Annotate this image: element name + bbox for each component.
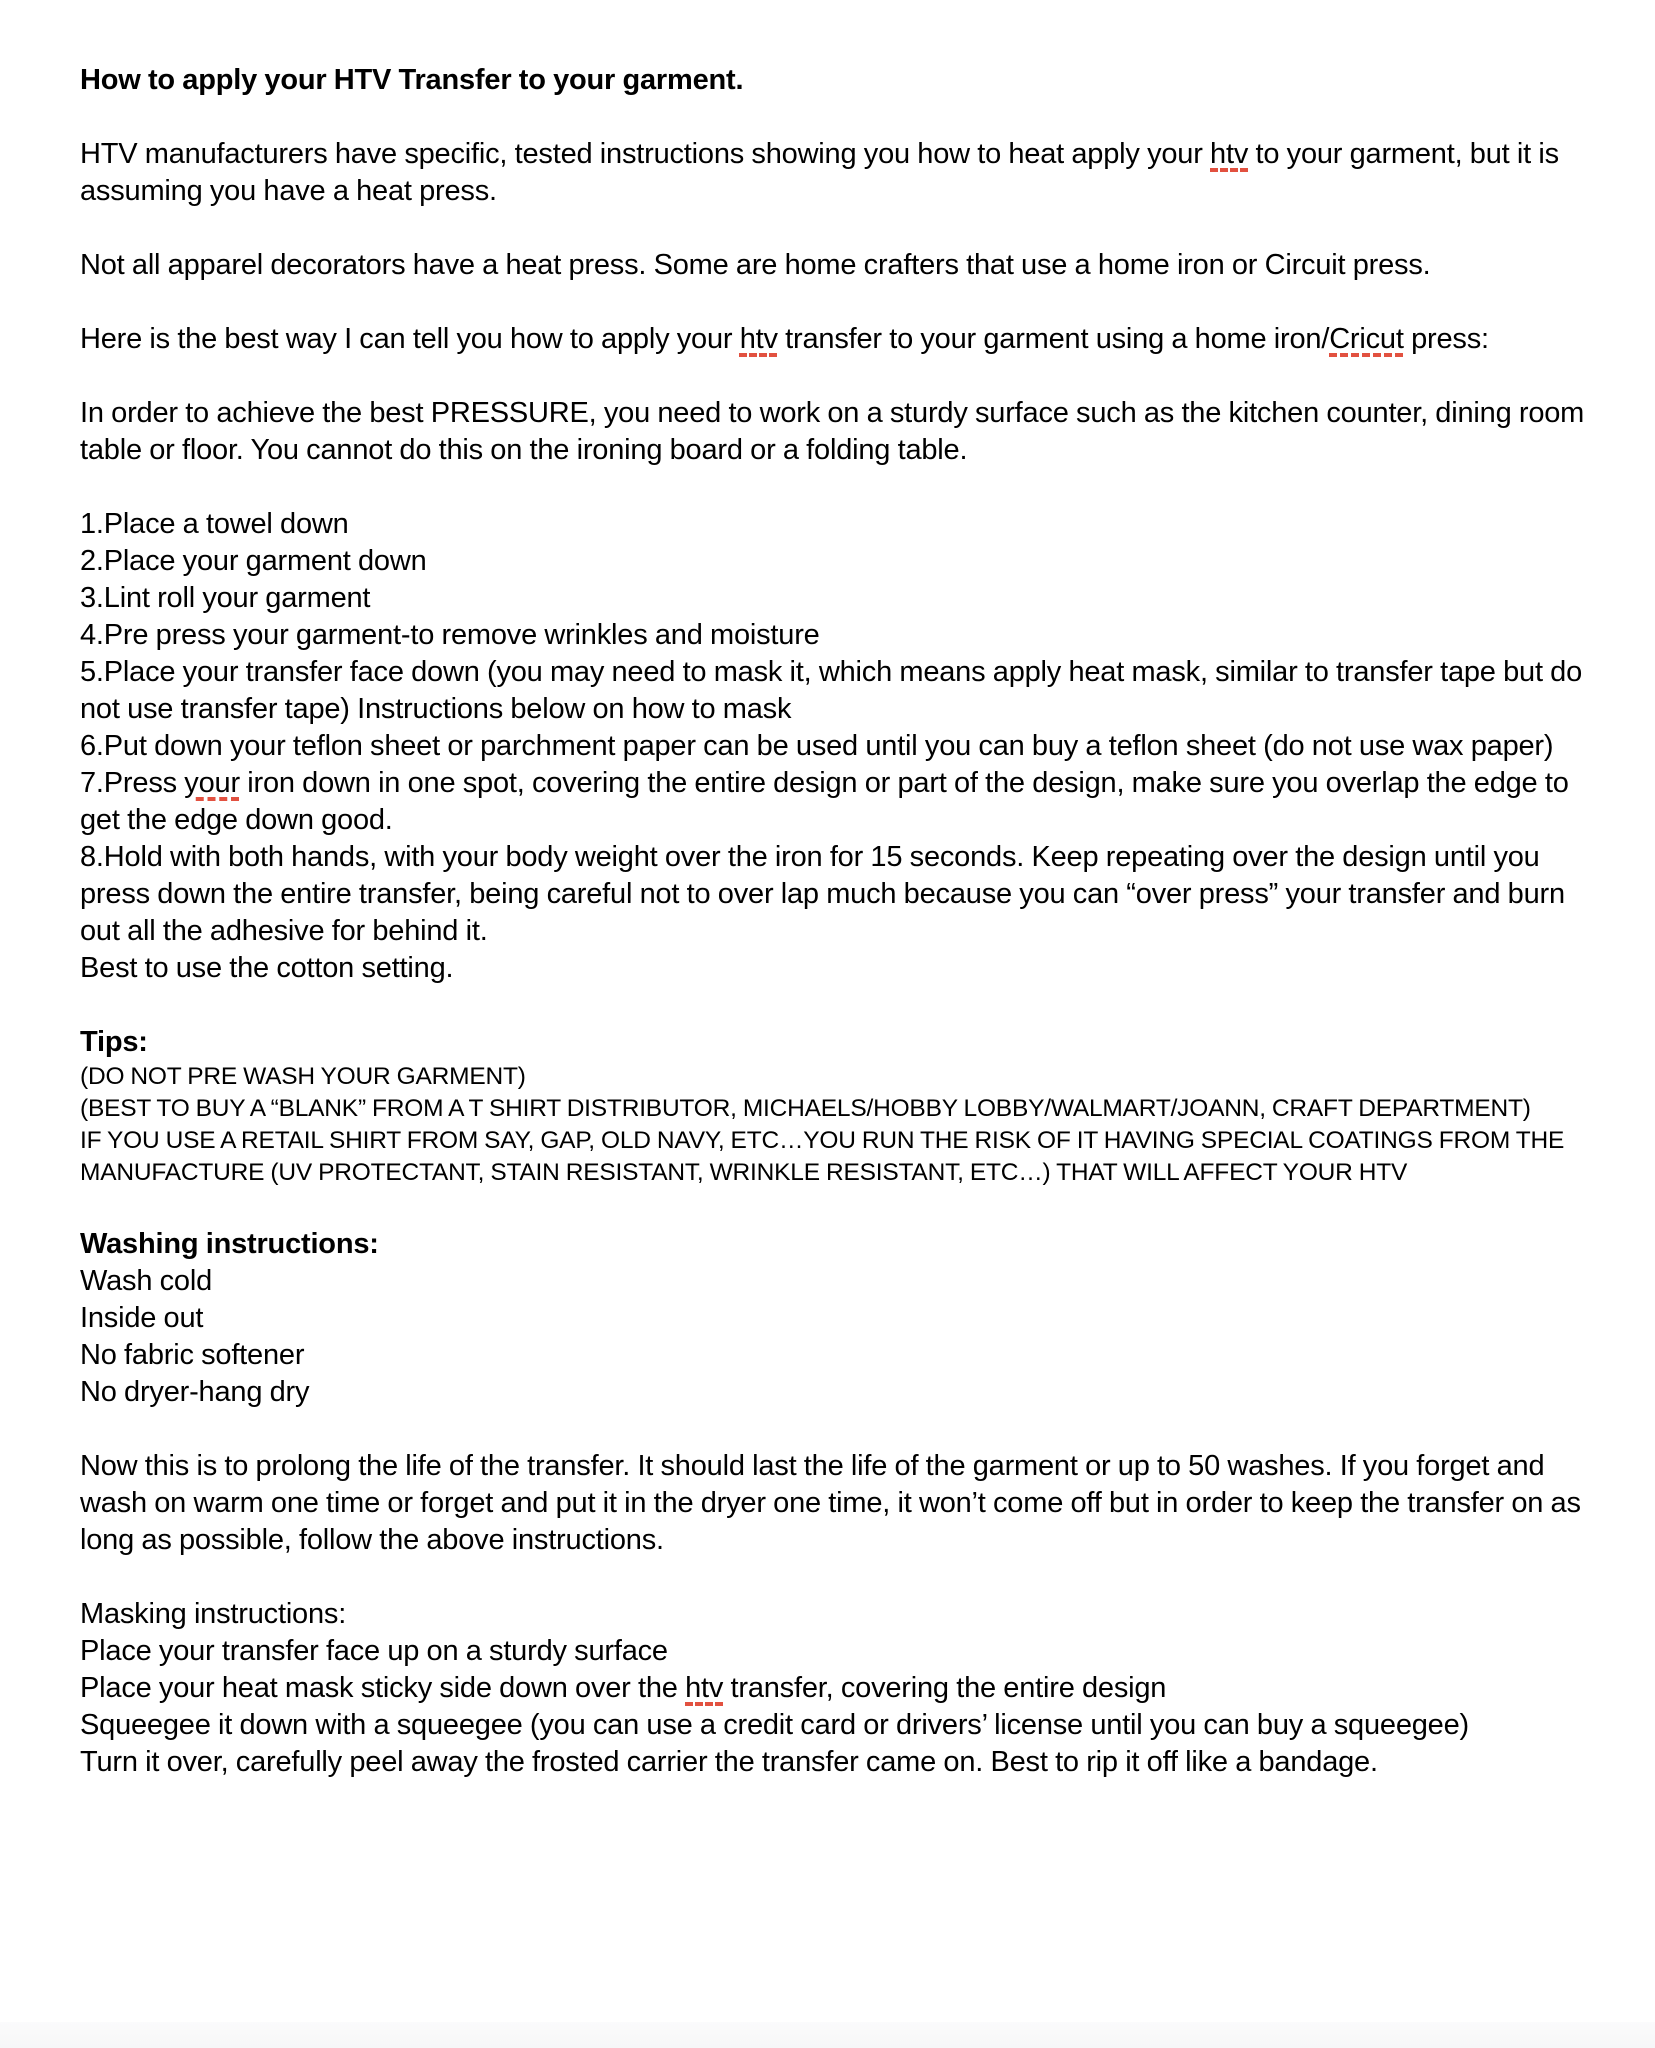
doc-paragraph: Not all apparel decorators have a heat press. Some are home crafters that use a home iron or Circuit press. xyxy=(80,249,1431,281)
doc-paragraph: Here is the best way I can tell you how to apply your htv transfer to your garment using a home iron/Cricut press: xyxy=(80,323,1489,355)
masking-line: Turn it over, carefully peel away the frosted carrier the transfer came on. Best to rip it off like a bandage. xyxy=(80,1746,1378,1778)
list-item: 3.Lint roll your garment xyxy=(80,582,371,614)
doc-title: How to apply your HTV Transfer to your garment. xyxy=(80,64,744,96)
tips-line: (DO NOT PRE WASH YOUR GARMENT) xyxy=(80,1063,526,1090)
doc-content xyxy=(80,62,1585,1781)
washing-heading: Washing instructions: xyxy=(80,1228,379,1260)
washing-line: No fabric softener xyxy=(80,1339,305,1371)
doc-paragraph: HTV manufacturers have specific, tested instructions showing you how to heat apply your htv to your garment, but it is assuming you have a heat press. xyxy=(80,138,1559,207)
doc-paragraph: Now this is to prolong the life of the transfer. It should last the life of the garment or up to 50 washes. If you forget and wash on warm one time or forget and put it in the dryer one time, it won’t come off but in order to keep the transfer on as long as possible, follow the above instructions. xyxy=(80,1450,1581,1556)
page-bottom-strip xyxy=(0,2022,1655,2048)
doc-paragraph: In order to achieve the best PRESSURE, you need to work on a sturdy surface such as the kitchen counter, dining room table or floor. You cannot do this on the ironing board or a folding table. xyxy=(80,397,1585,466)
misspelled-word: htv xyxy=(685,1672,724,1704)
list-item: 7.Press your iron down in one spot, covering the entire design or part of the design, make sure you overlap the edge to get the edge down good. xyxy=(80,767,1569,836)
list-item: 8.Hold with both hands, with your body weight over the iron for 15 seconds. Keep repeating over the design until you press down the entire transfer, being careful not to over lap much because you can “over press” your transfer and burn out all the adhesive for behind it. xyxy=(80,841,1565,947)
list-item: 1.Place a towel down xyxy=(80,508,349,540)
list-item: 6.Put down your teflon sheet or parchment paper can be used until you can buy a teflon sheet (do not use wax paper) xyxy=(80,730,1554,762)
washing-line: Wash cold xyxy=(80,1265,213,1297)
doc-paragraph: Best to use the cotton setting. xyxy=(80,952,454,984)
washing-line: Inside out xyxy=(80,1302,204,1334)
masking-line: Place your heat mask sticky side down over the htv transfer, covering the entire design xyxy=(80,1672,1167,1704)
tips-line: (BEST TO BUY A “BLANK” FROM A T SHIRT DISTRIBUTOR, MICHAELS/HOBBY LOBBY/WALMART/JOANN, CRAFT DEPARTMENT) xyxy=(80,1095,1531,1122)
misspelled-word: htv xyxy=(739,323,778,355)
masking-heading: Masking instructions: xyxy=(80,1598,347,1630)
washing-line: No dryer-hang dry xyxy=(80,1376,310,1408)
list-item: 4.Pre press your garment-to remove wrinkles and moisture xyxy=(80,619,820,651)
tips-line: IF YOU USE A RETAIL SHIRT FROM SAY, GAP, OLD NAVY, ETC…YOU RUN THE RISK OF IT HAVING SPECIAL COATINGS FROM THE MANUFACTURE (UV PROTECTANT, STAIN RESISTANT, WRINKLE RESISTANT, ETC…) THAT WILL AFFECT YOUR HTV xyxy=(80,1127,1565,1186)
masking-line: Squeegee it down with a squeegee (you can use a credit card or drivers’ license until you can buy a squeegee) xyxy=(80,1709,1469,1741)
misspelled-word: Cricut xyxy=(1329,323,1404,355)
misspelled-word: htv xyxy=(1210,138,1249,170)
list-item: 2.Place your garment down xyxy=(80,545,427,577)
tips-heading: Tips: xyxy=(80,1026,148,1058)
misspelled-word: your xyxy=(184,767,240,799)
masking-line: Place your transfer face up on a sturdy surface xyxy=(80,1635,668,1667)
list-item: 5.Place your transfer face down (you may need to mask it, which means apply heat mask, similar to transfer tape but do not use transfer tape) Instructions below on how to mask xyxy=(80,656,1583,725)
